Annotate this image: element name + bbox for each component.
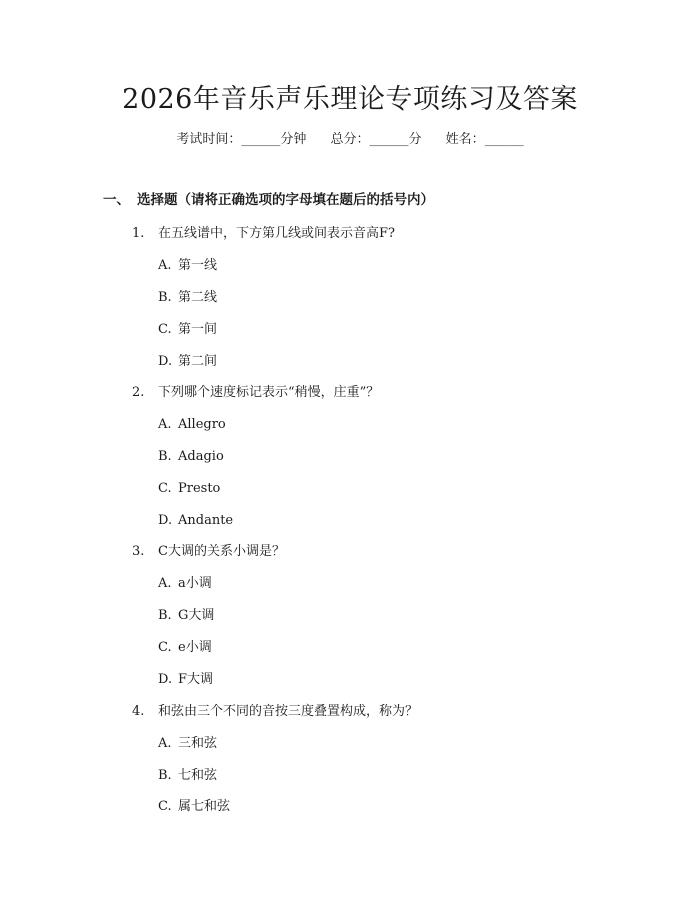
option <box>158 352 217 372</box>
question-number: 4. <box>132 704 145 719</box>
option <box>158 447 224 467</box>
option-text: 属七和弦 <box>178 799 231 814</box>
option <box>158 766 217 786</box>
option-text: 七和弦 <box>178 768 218 783</box>
option-text: e小调 <box>178 640 212 655</box>
section-title: 选择题（请将正确选项的字母填在题后的括号内） <box>137 192 434 208</box>
option-label: A. <box>158 576 172 591</box>
option-text: F大调 <box>178 672 214 687</box>
option-label: B. <box>158 449 172 464</box>
option <box>158 670 213 690</box>
option-text: 三和弦 <box>178 736 218 751</box>
section-number: 一、 <box>103 192 130 208</box>
option-label: B. <box>158 608 172 623</box>
option <box>158 797 230 817</box>
option <box>158 734 217 754</box>
option-label: C. <box>158 640 172 655</box>
option-label: C. <box>158 481 172 496</box>
question-text: 下列哪个速度标记表示“稍慢，庄重”？ <box>158 385 380 400</box>
option-label: A. <box>158 417 172 432</box>
option-text: 第一间 <box>178 322 218 337</box>
option-label: C. <box>158 322 172 337</box>
option-label: D. <box>158 354 173 369</box>
option <box>158 320 217 340</box>
question <box>132 542 285 562</box>
option <box>158 415 226 435</box>
option-text: Andante <box>178 513 234 528</box>
option <box>158 638 212 658</box>
exam-info-row <box>0 130 700 150</box>
option-text: Adagio <box>178 449 224 464</box>
question-number: 1. <box>132 226 145 241</box>
option-text: G大调 <box>178 608 215 623</box>
option <box>158 479 220 499</box>
question <box>132 224 395 244</box>
option <box>158 256 217 276</box>
option-label: D. <box>158 672 173 687</box>
option <box>158 606 214 626</box>
option-text: 第二线 <box>178 290 218 305</box>
question-number: 2. <box>132 385 145 400</box>
student-name-field: 姓名：______ <box>445 132 524 147</box>
question <box>132 383 379 403</box>
question-number: 3. <box>132 544 145 559</box>
total-score-field: 总分：______分 <box>330 132 422 147</box>
option-text: 第二间 <box>178 354 218 369</box>
exam-time-field: 考试时间：______分钟 <box>176 132 307 147</box>
question-text: 和弦由三个不同的音按三度叠置构成，称为？ <box>158 704 419 719</box>
option <box>158 574 212 594</box>
option-text: a小调 <box>178 576 212 591</box>
option <box>158 288 217 308</box>
option-label: B. <box>158 768 172 783</box>
option-label: A. <box>158 258 172 273</box>
question-text: C大调的关系小调是？ <box>158 544 285 559</box>
option-label: D. <box>158 513 173 528</box>
option-text: Presto <box>178 481 221 496</box>
option-text: Allegro <box>178 417 226 432</box>
question <box>132 702 418 722</box>
option-label: B. <box>158 290 172 305</box>
section-heading <box>103 190 434 210</box>
question-text: 在五线谱中，下方第几线或间表示音高F? <box>158 226 395 241</box>
option-text: 第一线 <box>178 258 218 273</box>
document-title: 2026年音乐声乐理论专项练习及答案 <box>122 84 578 115</box>
option <box>158 511 233 531</box>
option-label: C. <box>158 799 172 814</box>
option-label: A. <box>158 736 172 751</box>
